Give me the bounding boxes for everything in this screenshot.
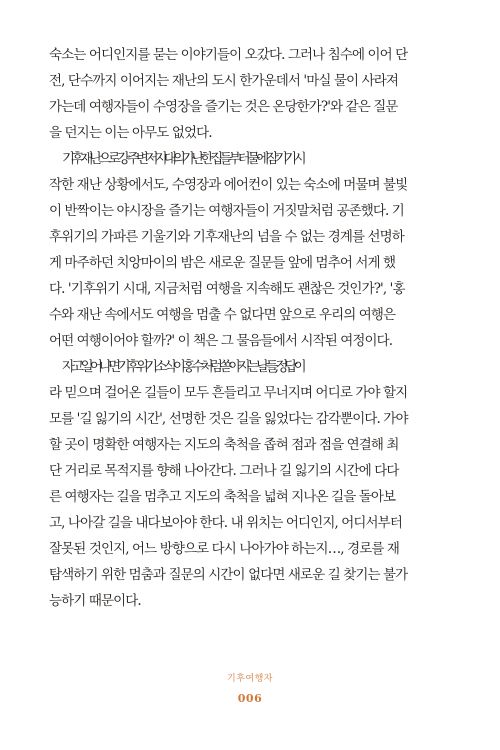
running-title: 기후여행자	[227, 674, 273, 684]
text-line: 라 믿으며 걸어온 길들이 모두 흔들리고 무너지며 어디로 가야 할지	[49, 385, 408, 401]
text-line: 잘못된 것인지, 어느 방향으로 다시 나아가야 하는지…, 경로를 재	[49, 541, 400, 557]
paragraph	[49, 146, 454, 354]
text-line: 이 반짝이는 야시장을 즐기는 여행자들이 거짓말처럼 공존했다. 기	[49, 203, 404, 219]
text-line: 른 여행자는 길을 멈추고 지도의 축척을 넓혀 지나온 길을 돌아보	[49, 489, 396, 505]
text-line: 게 마주하던 치앙마이의 밤은 새로운 질문들 앞에 멈추어 서게 했	[49, 255, 396, 271]
text-line: 탐색하기 위한 멈춤과 질문의 시간이 없다면 새로운 길 찾기는 불가	[49, 567, 408, 583]
text-line: 자고 일어나면 기후위기 소식이 홍수처럼 쏟아지는 날들, 정답이	[62, 359, 303, 375]
text-line: 후위기의 가파른 기울기와 기후재난의 넘을 수 없는 경계를 선명하	[49, 229, 404, 245]
page-number: 006	[237, 692, 263, 705]
text-line: 수와 재난 속에서도 여행을 멈출 수 없다면 앞으로 우리의 여행은	[49, 307, 396, 323]
text-line: 모를 '길 잃기의 시간', 선명한 것은 길을 잃었다는 감각뿐이다. 가야	[49, 411, 408, 427]
text-line: 가는데 여행자들이 수영장을 즐기는 것은 온당한가?'와 같은 질문	[49, 99, 398, 115]
text-line: 단 거리로 목적지를 향해 나아간다. 그러나 길 잃기의 시간에 다다	[49, 463, 399, 479]
text-line: 다. '기후위기 시대, 지금처럼 여행을 지속해도 괜찮은 것인가?', '홍	[49, 281, 405, 297]
text-line: 할 곳이 명확한 여행자는 지도의 축척을 좁혀 점과 점을 연결해 최	[49, 437, 399, 453]
body-text	[49, 42, 454, 614]
paragraph	[49, 354, 454, 614]
text-line: 작한 재난 상황에서도, 수영장과 에어컨이 있는 숙소에 머물며 불빛	[49, 177, 408, 193]
text-line: 능하기 때문이다.	[49, 593, 141, 609]
paragraph	[49, 42, 454, 146]
text-line: 숙소는 어디인지를 묻는 이야기들이 오갔다. 그러나 침수에 이어 단	[49, 47, 408, 63]
text-line: 어떤 여행이어야 할까?' 이 책은 그 물음들에서 시작된 여정이다.	[49, 333, 393, 349]
text-line: 기후재난으로 강 주변 저지대의 가난한 집들부터 물에 잠기기 시	[62, 151, 303, 167]
text-line: 전, 단수까지 이어지는 재난의 도시 한가운데서 '마실 물이 사라져	[49, 73, 398, 89]
text-line: 을 던지는 이는 아무도 없었다.	[49, 125, 212, 141]
text-line: 고, 나아갈 길을 내다보아야 한다. 내 위치는 어디인지, 어디서부터	[49, 515, 402, 531]
